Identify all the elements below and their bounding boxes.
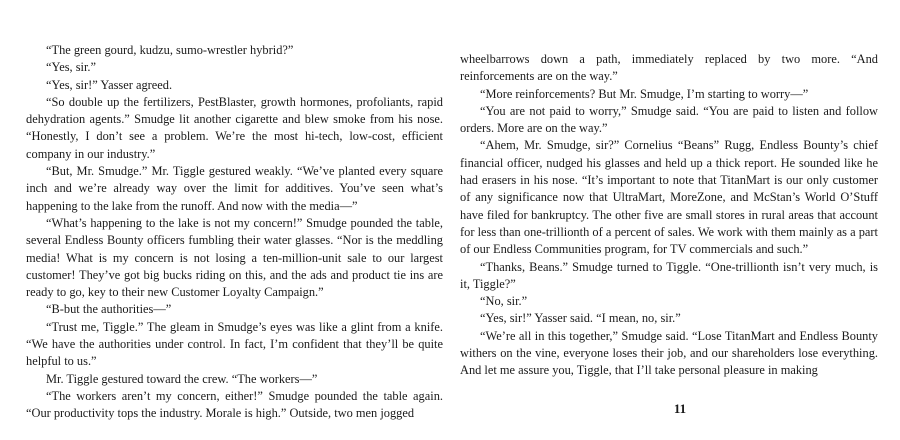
paragraph: “B-but the authorities—” — [46, 302, 172, 317]
paragraph: “Ahem, Mr. Smudge, sir?” Cornelius “Beans” Rugg, Endless Bounty’s chief financial officer, nudged his glasses and held up a thick report. He sounded like he had erasers in his nose. “It’s important to note that TitanMart is our only customer of any significance now that UltraMart, MoreZone, and McStan’s World O’Stuff have filed for bankruptcy. The other five are small stores in rural areas that account for less than one-trillionth of a percent of sales. We work with them mainly as a part of our Endless Communities program, for TV commercials and such.” — [460, 138, 878, 257]
paragraph: “More reinforcements? But Mr. Smudge, I’m starting to worry—” — [480, 86, 809, 101]
page-number: 11 — [673, 401, 687, 416]
paragraph: “No, sir.” — [480, 294, 528, 309]
paragraph-continued: wheelbarrows down a path, immediately replaced by two more. “And reinforcements are on the way.” — [460, 52, 878, 84]
paragraph: “So double up the fertilizers, PestBlaster, growth hormones, profoliants, rapid dehydration agents.” Smudge lit another cigarette and blew smoke from his nose. “Honestly, I don’t see a problem. We’re the most hi-tech, low-cost, efficient company in our industry.” — [26, 94, 443, 161]
paragraph: “Trust me, Tiggle.” The gleam in Smudge’s eyes was like a glint from a knife. “We have the authorities under control. In fact, I’m confident that they’ll be quite helpful to us.” — [26, 319, 443, 369]
paragraph: “You are not paid to worry,” Smudge said. “You are paid to listen and follow orders. More are on the way.” — [460, 103, 878, 136]
paragraph: “But, Mr. Smudge.” Mr. Tiggle gestured weakly. “We’ve planted every square inch and we’re already way over the limit for additives. You’ve seen what’s happening to the lake from the runoff. And now with the media—” — [26, 164, 443, 213]
right-text-column — [460, 51, 878, 380]
left-text-column — [26, 42, 443, 423]
paragraph: “Yes, sir!” Yasser agreed. — [46, 77, 173, 92]
paragraph: “What’s happening to the lake is not my concern!” Smudge pounded the table, several Endless Bounty officers fumbling their water glasses. “Nor is the meddling media! What is my concern is not losing a ten-million-unit sale to our largest customer! They’ve got big bucks riding on this, and the ads and product tie ins are ready to go, key to their new Customer Loyalty Campaign.” — [26, 215, 443, 300]
paragraph: “Thanks, Beans.” Smudge turned to Tiggle. “One-trillionth isn’t very much, is it, Tiggle?” — [460, 259, 878, 291]
paragraph: “We’re all in this together,” Smudge said. “Lose TitanMart and Endless Bounty withers on the vine, everyone loses their job, and our shareholders lose everything. And let me assure you, Tiggle, that I’ll take personal pleasure in making — [460, 328, 878, 378]
paragraph: Mr. Tiggle gestured toward the crew. “The workers—” — [46, 371, 318, 386]
paragraph: “The workers aren’t my concern, either!” Smudge pounded the table again. “Our productivity tops the industry. Morale is high.” Outside, two men jogged — [26, 388, 443, 421]
paragraph: “The green gourd, kudzu, sumo-wrestler hybrid?” — [46, 43, 294, 57]
paragraph: “Yes, sir!” Yasser said. “I mean, no, sir.” — [480, 311, 681, 326]
paragraph: “Yes, sir.” — [46, 60, 97, 75]
